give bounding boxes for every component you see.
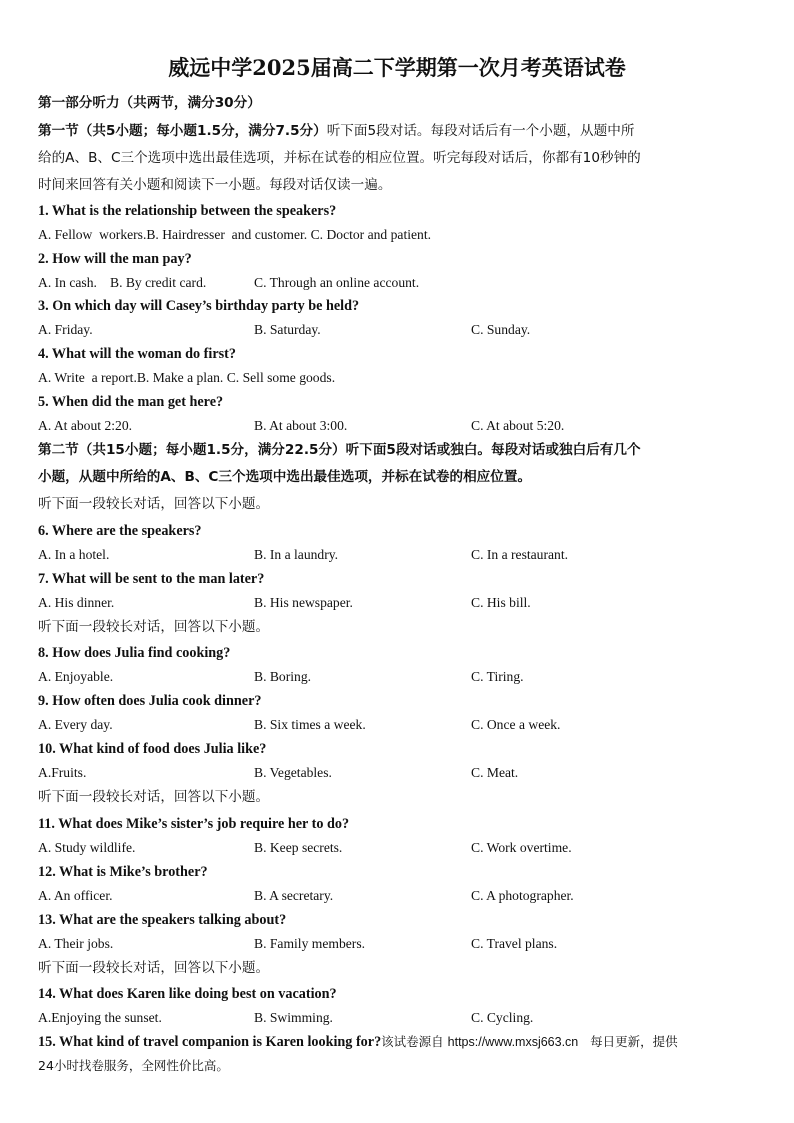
long-dialogue-notice: 听下面一段较长对话，回答以下小题。 (38, 619, 270, 635)
section1-intro-line1 (38, 121, 634, 141)
q8-option-c[interactable]: C. Tiring. (471, 669, 524, 684)
q14-option-a[interactable]: A.Enjoying the sunset. (38, 1010, 162, 1025)
q11-option-c[interactable]: C. Work overtime. (471, 840, 572, 855)
q9-option-c[interactable]: C. Once a week. (471, 717, 561, 732)
q3-option-a[interactable]: A. Friday. (38, 322, 93, 337)
q6-option-a[interactable]: A. In a hotel. (38, 547, 110, 562)
long-dialogue-notice: 听下面一段较长对话，回答以下小题。 (38, 960, 270, 976)
question-9-options (38, 715, 758, 735)
q7-option-b[interactable]: B. His newspaper. (254, 595, 353, 610)
question-4: 4. What will the woman do first? (38, 346, 236, 362)
q3-option-c[interactable]: C. Sunday. (471, 322, 531, 337)
q5-option-a[interactable]: A. At about 2:20. (38, 418, 133, 433)
q4-option-c[interactable]: C. Sell some goods. (223, 370, 336, 385)
q3-option-b[interactable]: B. Saturday. (254, 322, 321, 337)
q10-option-c[interactable]: C. Meat. (471, 765, 519, 780)
question-5-options (38, 416, 758, 436)
question-15-line (38, 1032, 678, 1053)
long-dialogue-notice: 听下面一段较长对话，回答以下小题。 (38, 789, 270, 805)
question-6: 6. Where are the speakers? (38, 523, 202, 539)
question-8: 8. How does Julia find cooking? (38, 645, 231, 661)
question-12: 12. What is Mike’s brother? (38, 864, 208, 880)
section1-intro-bold: 第一节（共5小题；每小题1.5分，满分7.5分） (38, 123, 327, 139)
q1-option-a[interactable]: A. Fellow workers. (38, 227, 147, 242)
section2-intro-line2: 小题，从题中所给的A、B、C三个选项中选出最佳选项，并标在试卷的相应位置。 (38, 469, 532, 485)
section1-intro-line3: 时间来回答有关小题和阅读下一小题。每段对话仅读一遍。 (38, 177, 392, 193)
question-11: 11. What does Mike’s sister’s job require her to do? (38, 816, 350, 832)
q6-option-b[interactable]: B. In a laundry. (254, 547, 339, 562)
q9-option-b[interactable]: B. Six times a week. (254, 717, 366, 732)
question-9: 9. How often does Julia cook dinner? (38, 693, 262, 709)
question-1: 1. What is the relationship between the speakers? (38, 203, 337, 219)
q11-option-a[interactable]: A. Study wildlife. (38, 840, 136, 855)
q6-option-c[interactable]: C. In a restaurant. (471, 547, 569, 562)
section1-intro-line2: 给的A、B、C三个选项中选出最佳选项，并标在试卷的相应位置。听完每段对话后，你都有10秒钟的 (38, 150, 641, 166)
q13-option-a[interactable]: A. Their jobs. (38, 936, 114, 951)
question-7: 7. What will be sent to the man later? (38, 571, 265, 587)
q14-option-c[interactable]: C. Cycling. (471, 1010, 534, 1025)
q12-option-c[interactable]: C. A photographer. (471, 888, 574, 903)
question-3-options (38, 320, 758, 340)
q1-option-c[interactable]: C. Doctor and patient. (307, 227, 432, 242)
q10-option-a[interactable]: A.Fruits. (38, 765, 87, 780)
q5-option-b[interactable]: B. At about 3:00. (254, 418, 348, 433)
question-2: 2. How will the man pay? (38, 251, 192, 267)
q9-option-a[interactable]: A. Every day. (38, 717, 113, 732)
q4-option-b[interactable]: B. Make a plan. (136, 370, 224, 385)
question-4-options (38, 368, 335, 388)
source-url-link[interactable]: https://www.mxsj663.cn (447, 1035, 579, 1049)
question-13-options (38, 934, 758, 954)
q2-option-a[interactable]: A. In cash. (38, 275, 97, 290)
question-1-options (38, 225, 431, 245)
question-7-options (38, 593, 758, 613)
part1-heading: 第一部分听力（共两节，满分30分） (38, 95, 261, 111)
question-11-options (38, 838, 758, 858)
q14-option-b[interactable]: B. Swimming. (254, 1010, 333, 1025)
long-dialogue-notice: 听下面一段较长对话，回答以下小题。 (38, 496, 270, 512)
q10-option-b[interactable]: B. Vegetables. (254, 765, 332, 780)
q12-option-b[interactable]: B. A secretary. (254, 888, 334, 903)
question-12-options (38, 886, 758, 906)
question-15: 15. What kind of travel companion is Karen looking for? (38, 1034, 382, 1050)
q8-option-a[interactable]: A. Enjoyable. (38, 669, 114, 684)
q1-option-b[interactable]: B. Hairdresser and customer. (146, 227, 308, 242)
exam-title: 威远中学2025届高二下学期第一次月考英语试卷 (168, 55, 626, 80)
question-10: 10. What kind of food does Julia like? (38, 741, 267, 757)
source-footer-line2: 24小时找卷服务，全网性价比高。 (38, 1058, 229, 1073)
question-6-options (38, 545, 758, 565)
section1-intro-rest: 听下面5段对话。每段对话后有一个小题，从题中所 (326, 123, 635, 139)
question-14: 14. What does Karen like doing best on vacation? (38, 986, 337, 1002)
q12-option-a[interactable]: A. An officer. (38, 888, 113, 903)
q4-option-a[interactable]: A. Write a report. (38, 370, 137, 385)
q8-option-b[interactable]: B. Boring. (254, 669, 312, 684)
q7-option-c[interactable]: C. His bill. (471, 595, 531, 610)
question-2-options (38, 273, 758, 293)
q5-option-c[interactable]: C. At about 5:20. (471, 418, 565, 433)
q7-option-a[interactable]: A. His dinner. (38, 595, 115, 610)
q2-option-c[interactable]: C. Through an online account. (254, 275, 420, 290)
q13-option-c[interactable]: C. Travel plans. (471, 936, 558, 951)
source-suffix: 每日更新，提供 (578, 1034, 678, 1049)
question-10-options (38, 763, 758, 783)
question-8-options (38, 667, 758, 687)
section2-intro-line1: 第二节（共15小题；每小题1.5分，满分22.5分）听下面5段对话或独白。每段对话或独白后有几个 (38, 442, 641, 458)
q11-option-b[interactable]: B. Keep secrets. (254, 840, 343, 855)
question-3: 3. On which day will Casey’s birthday party be held? (38, 298, 360, 314)
q13-option-b[interactable]: B. Family members. (254, 936, 366, 951)
source-prefix: 该试卷源自 (381, 1034, 448, 1049)
q2-option-b[interactable]: B. By credit card. (110, 275, 207, 290)
question-13: 13. What are the speakers talking about? (38, 912, 287, 928)
question-5: 5. When did the man get here? (38, 394, 224, 410)
question-14-options (38, 1008, 758, 1028)
